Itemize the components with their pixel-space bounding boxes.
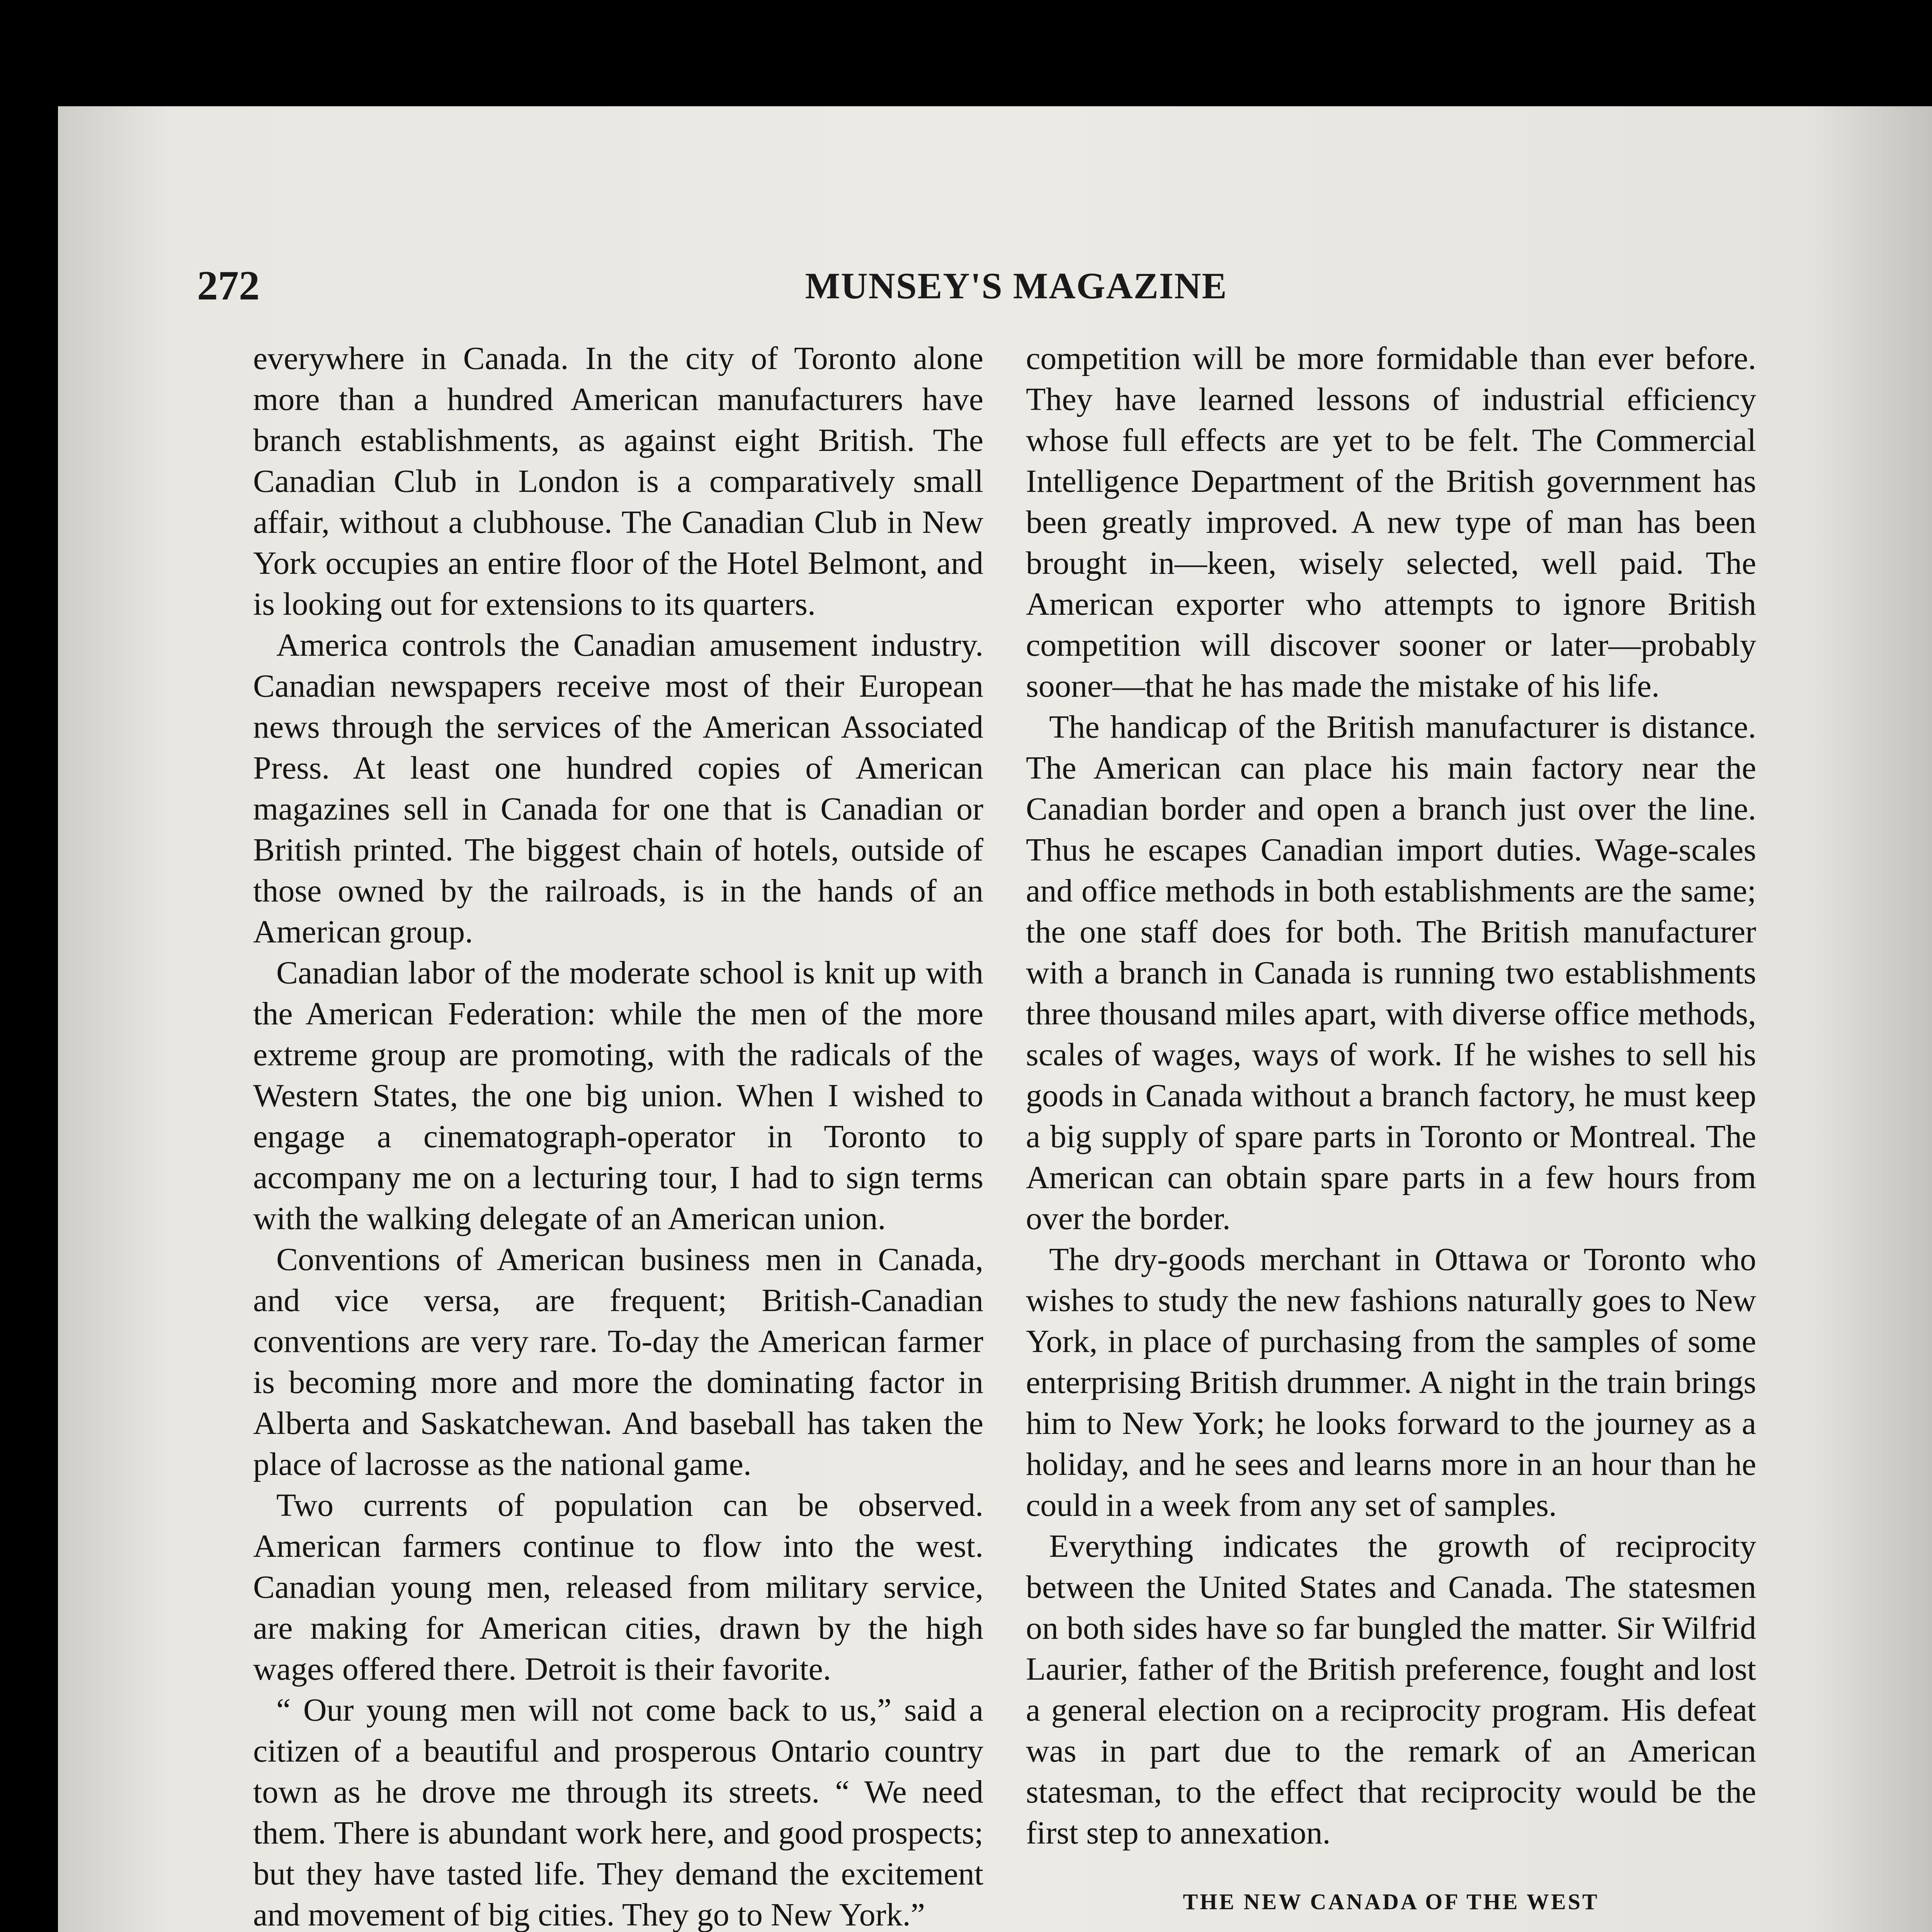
left-column xyxy=(253,338,983,1932)
paragraph: Everything indicates the growth of reciprocity between the United States and Canada. The statesmen on both sides have so far bungled the matter. Sir Wilfrid Laurier, father of the British preference, fought and lost a general election on a reciprocity program. His defeat was in part due to the remark of an American statesman, to the effect that reciprocity would be the first step to annexation. xyxy=(1026,1528,1756,1851)
right-column xyxy=(1026,338,1756,1932)
paragraph: America controls the Canadian amusement industry. Canadian newspapers receive most of their European news through the services of the American Associated Press. At least one hundred copies of American magazines sell in Canada for one that is Canadian or British printed. The biggest chain of hotels, outside of those owned by the railroads, is in the hands of an American group. xyxy=(253,627,983,950)
paragraph: The handicap of the British manufacturer is distance. The American can place his main factory near the Canadian border and open a branch just over the line. Thus he escapes Canadian import duties. Wage-scales and office methods in both establishments are the same; the one staff does for both. The British manufacturer with a branch in Canada is running two establishments three thousand miles apart, with diverse office methods, scales of wages, ways of work. If he wishes to sell his goods in Canada without a branch factory, he must keep a big supply of spare parts in Toronto or Montreal. The American can obtain spare parts in a few hours from over the border. xyxy=(1026,709,1756,1236)
paragraph: everywhere in Canada. In the city of Toronto alone more than a hundred American manufacturers have branch establishments, as against eight British. The Canadian Club in London is a comparatively small affair, without a clubhouse. The Canadian Club in New York occupies an entire floor of the Hotel Belmont, and is looking out for extensions to its quarters. xyxy=(253,340,983,622)
paragraph: Canadian labor of the moderate school is knit up with the American Federation: while the men of the more extreme group are promoting, with the radicals of the Western States, the one big union. When I wished to engage a cinematograph-operator in Toronto to accompany me on a lecturing tour, I had to sign terms with the walking delegate of an American union. xyxy=(253,955,983,1236)
paragraph: The dry-goods merchant in Ottawa or Toronto who wishes to study the new fashions naturally goes to New York, in place of purchasing from the samples of some enterprising British drummer. A night in the train brings him to New York; he looks forward to the journey as a holiday, and he sees and learns more in an hour than he could in a week from any set of samples. xyxy=(1026,1242,1756,1523)
paragraph: “ Our young men will not come back to us,” said a citizen of a beautiful and prosperous Ontario country town as he drove me through its streets. “ We need them. There is abundant work here, and good prospects; but they have tasted life. They demand the excitement and movement of big cities. They go to New York.” xyxy=(253,1692,983,1932)
section-heading: THE NEW CANADA OF THE WEST xyxy=(1183,1889,1599,1914)
page-header xyxy=(197,257,1789,315)
paragraph: competition will be more formidable than ever before. They have learned lessons of industrial efficiency whose full effects are yet to be felt. The Commercial Intelligence Department of the British government has been greatly improved. A new type of man has been brought in—keen, wisely selected, well paid. The American exporter who attempts to ignore British competition will discover sooner or later—probably sooner—that he has made the mistake of his life. xyxy=(1026,340,1756,704)
paragraph: Conventions of American business men in Canada, and vice versa, are frequent; British-Canadian conventions are very rare. To-day the American farmer is becoming more and more the dominating factor in Alberta and Saskatchewan. And baseball has taken the place of lacrosse as the national game. xyxy=(253,1242,983,1482)
page-number: 272 xyxy=(197,263,260,309)
running-title: MUNSEY'S MAGAZINE xyxy=(805,265,1228,306)
paragraph: Two currents of population can be observed. American farmers continue to flow into the west. Canadian young men, released from military service, are making for American cities, drawn by the high wages offered there. Detroit is their favorite. xyxy=(253,1487,983,1687)
